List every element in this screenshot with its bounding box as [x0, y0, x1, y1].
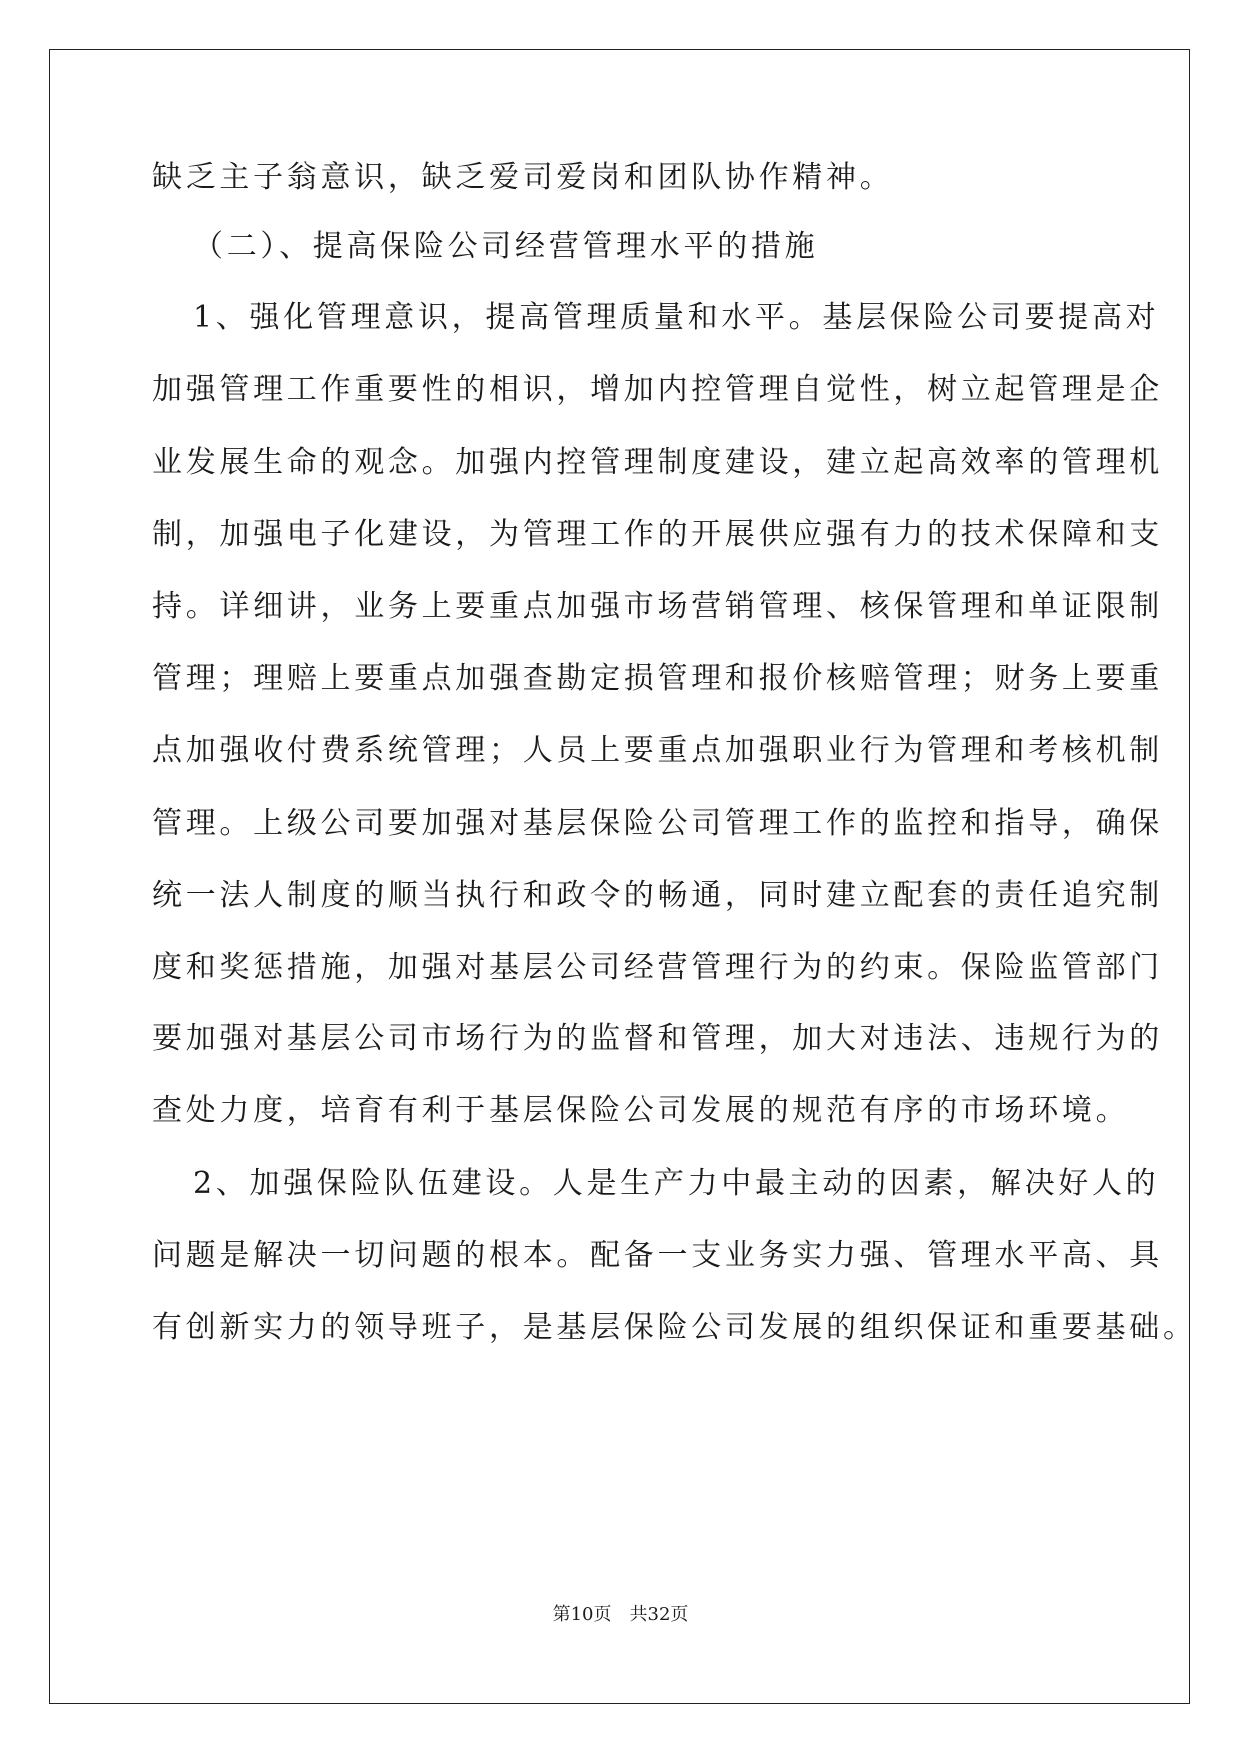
text-line: 业发展生命的观念。加强内控管理制度建设，建立起高效率的管理机	[152, 445, 1163, 480]
text-line: 持。详细讲，业务上要重点加强市场营销管理、核保管理和单证限制	[152, 589, 1163, 624]
text-line: 加强管理工作重要性的相识，增加内控管理自觉性，树立起管理是企	[152, 372, 1163, 407]
text-line: 点加强收付费系统管理；人员上要重点加强职业行为管理和考核机制	[152, 733, 1163, 768]
text-line: 有创新实力的领导班子，是基层保险公司发展的组织保证和重要基础。	[152, 1310, 1197, 1345]
text-line: 管理。上级公司要加强对基层保险公司管理工作的监控和指导，确保	[152, 806, 1163, 841]
page-number-footer: 第10页 共32页	[552, 1604, 689, 1625]
text-line: 问题是解决一切问题的根本。配备一支业务实力强、管理水平高、具	[152, 1238, 1163, 1273]
text-line: 1、强化管理意识，提高管理质量和水平。基层保险公司要提高对	[193, 300, 1160, 335]
text-line: 2、加强保险队伍建设。人是生产力中最主动的因素，解决好人的	[193, 1166, 1160, 1201]
text-line: 制，加强电子化建设，为管理工作的开展供应强有力的技术保障和支	[152, 517, 1163, 552]
text-line: 缺乏主子翁意识，缺乏爱司爱岗和团队协作精神。	[152, 160, 894, 195]
text-line: 管理；理赔上要重点加强查勘定损管理和报价核赔管理；财务上要重	[152, 661, 1163, 696]
section-heading: （二）、提高保险公司经营管理水平的措施	[193, 229, 819, 264]
text-line: 统一法人制度的顺当执行和政令的畅通，同时建立配套的责任追究制	[152, 878, 1163, 913]
text-line: 度和奖惩措施，加强对基层公司经营管理行为的约束。保险监管部门	[152, 950, 1163, 985]
text-line: 要加强对基层公司市场行为的监督和管理，加大对违法、违规行为的	[152, 1021, 1163, 1056]
text-line: 查处力度，培育有利于基层保险公司发展的规范有序的市场环境。	[152, 1093, 1130, 1128]
